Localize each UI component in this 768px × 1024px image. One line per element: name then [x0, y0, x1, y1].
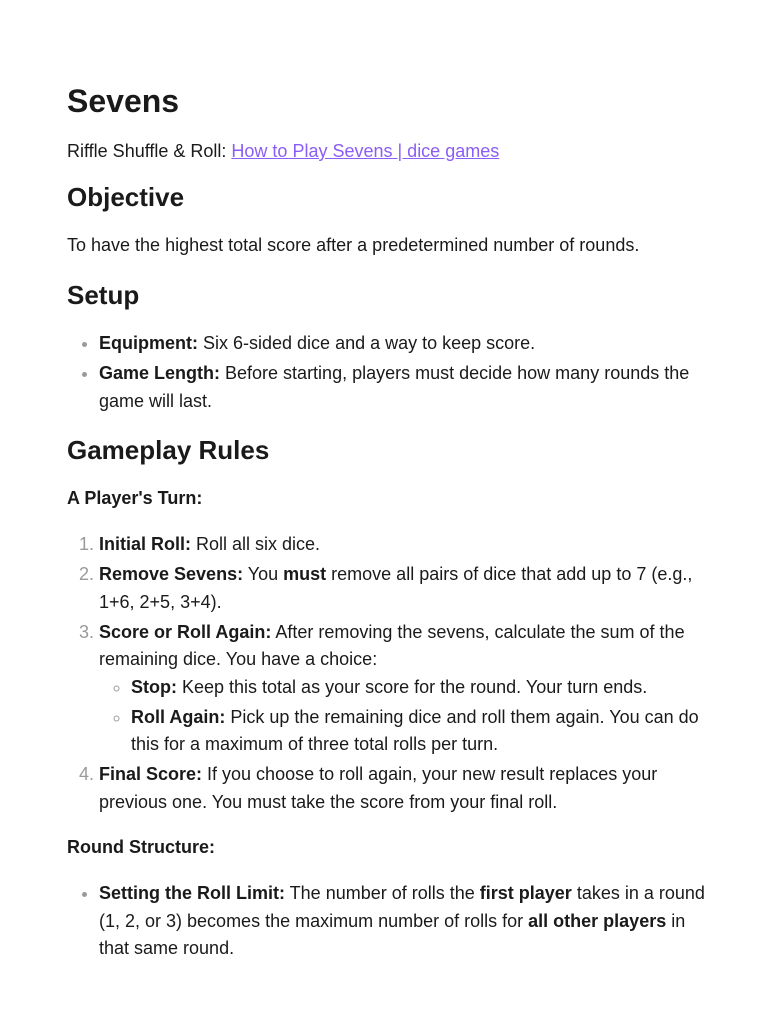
source-prefix: Riffle Shuffle & Roll: — [67, 141, 232, 161]
turn-steps — [67, 531, 708, 816]
item-text: You — [243, 564, 284, 584]
page-title: Sevens — [67, 83, 180, 119]
item-label: Score or Roll Again: — [99, 621, 272, 642]
item-emphasis: must — [283, 564, 327, 584]
item-label: Equipment: — [99, 333, 198, 353]
item-label: Setting the Roll Limit: — [99, 883, 285, 903]
item-label: Roll Again: — [131, 706, 226, 727]
item-label: Stop: — [131, 676, 177, 697]
item-text: Roll all six dice. — [191, 534, 321, 554]
item-text: Pick up the remaining dice and roll them again. You can do this for a maximum of three total rolls per turn. — [131, 706, 699, 754]
objective-heading: Objective — [67, 182, 185, 212]
item-label: Initial Roll: — [99, 534, 191, 554]
list-item — [99, 330, 708, 358]
item-emphasis: all other players — [528, 910, 667, 931]
turn-heading: A Player's Turn: — [67, 488, 203, 508]
item-label: Remove Sevens: — [99, 564, 244, 584]
source-link[interactable]: How to Play Sevens | dice games — [231, 141, 500, 161]
item-text: in that same round. — [99, 910, 686, 958]
list-item — [99, 761, 708, 816]
round-heading: Round Structure: — [67, 837, 215, 857]
item-text: After removing the sevens, calculate the sum of the remaining dice. You have a choice: — [99, 621, 685, 669]
list-item — [99, 619, 708, 759]
item-emphasis: first player — [479, 883, 572, 903]
item-text: Before starting, players must decide how many rounds the game will last. — [99, 363, 690, 411]
list-item — [99, 360, 708, 415]
objective-text: To have the highest total score after a predetermined number of rounds. — [67, 235, 640, 255]
item-text: takes in a round (1, 2, or 3) becomes the maximum number of rolls for — [99, 883, 705, 931]
item-label: Game Length: — [99, 363, 221, 383]
item-text: Six 6-sided dice and a way to keep score. — [198, 333, 536, 353]
setup-list — [67, 330, 708, 415]
setup-heading: Setup — [67, 280, 140, 310]
item-text: If you choose to roll again, your new result replaces your previous one. You must take the score from your final roll. — [99, 764, 658, 812]
list-item — [99, 531, 708, 559]
round-list — [67, 880, 708, 963]
item-text: remove all pairs of dice that add up to 7 (e.g., 1+6, 2+5, 3+4). — [99, 564, 693, 612]
choice-list — [99, 674, 708, 759]
item-label: Final Score: — [99, 764, 203, 784]
list-item — [99, 561, 708, 616]
gameplay-heading: Gameplay Rules — [67, 435, 270, 465]
item-text: Keep this total as your score for the round. Your turn ends. — [176, 676, 648, 697]
item-text: The number of rolls the — [285, 883, 480, 903]
list-item — [131, 704, 708, 759]
list-item — [131, 674, 708, 702]
source-line — [67, 140, 708, 162]
list-item — [99, 880, 708, 963]
